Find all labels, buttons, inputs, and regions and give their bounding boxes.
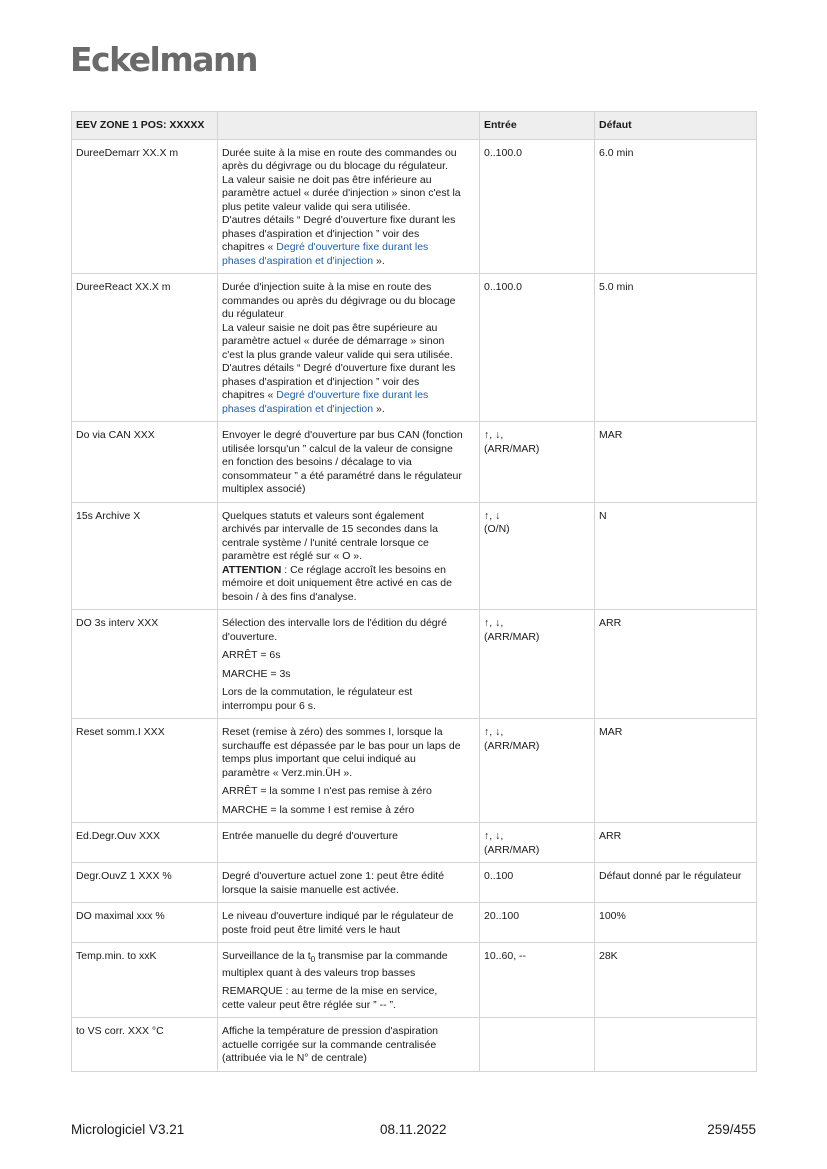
input-arrows: ↑, ↓,	[484, 726, 504, 738]
desc-line: commandes ou après du dégivrage ou du blocage	[222, 294, 456, 307]
desc-ref-suffix: ».	[373, 254, 385, 267]
desc-line: plus petite valeur valide qui sera utilisée.	[222, 200, 411, 213]
input-arrows: ↑, ↓	[484, 509, 501, 522]
option-off: ARRÊT = 6s	[222, 649, 281, 661]
input-arrows: ↑, ↓,	[484, 830, 504, 842]
header-parameter: EEV ZONE 1 POS: XXXXX	[72, 112, 218, 140]
param-input	[480, 422, 595, 503]
desc-line: archivés par intervalle de 15 secondes dans la	[222, 523, 438, 535]
input-options: (O/N)	[484, 523, 510, 535]
header-input: Entrée	[480, 112, 595, 140]
desc-line	[222, 950, 475, 967]
desc-line: Entrée manuelle du degré d'ouverture	[222, 830, 398, 842]
table-row	[72, 903, 757, 943]
attention-label: ATTENTION	[222, 563, 282, 576]
desc-line: paramètre actuel « durée d'injection » sinon c'est la	[222, 187, 461, 199]
param-input	[480, 1018, 595, 1072]
param-default	[595, 1018, 757, 1072]
param-input	[480, 719, 595, 823]
param-default: Défaut donné par le régulateur	[595, 863, 757, 903]
desc-ref-prefix: chapitres «	[222, 241, 277, 253]
desc-ref-line	[222, 403, 475, 417]
input-options: (ARR/MAR)	[484, 630, 540, 643]
desc-line: mémoire et doit uniquement être activé en cas de	[222, 577, 452, 589]
desc-line: paramètre actuel « durée de démarrage » sinon	[222, 335, 445, 347]
desc-line: Le niveau d'ouverture indiqué par le régulateur de	[222, 910, 454, 922]
desc-line: (attribuée via le N° de centrale)	[222, 1052, 367, 1065]
desc-line: consommateur ” a été paramétré dans le régulateur	[222, 469, 462, 482]
input-options: (ARR/MAR)	[484, 442, 540, 455]
desc-ref-line	[222, 389, 475, 403]
param-input: 0..100	[480, 863, 595, 903]
param-default: ARR	[595, 610, 757, 719]
input-options: (ARR/MAR)	[484, 843, 540, 856]
input-options: (ARR/MAR)	[484, 739, 540, 752]
param-name: DureeReact XX.X m	[72, 274, 218, 422]
chapter-link[interactable]: Degré d'ouverture fixe durant les	[276, 389, 429, 401]
desc-line: La valeur saisie ne doit pas être inférieure au	[222, 173, 432, 186]
desc-line: Durée d'injection suite à la mise en route des	[222, 281, 432, 293]
table-row	[72, 1018, 757, 1072]
param-description	[218, 502, 480, 610]
desc-line: centrale système / l'unité centrale lorsque ce	[222, 536, 429, 549]
param-description	[218, 719, 480, 823]
param-name: Ed.Degr.Ouv XXX	[72, 823, 218, 863]
param-description	[218, 943, 480, 1018]
desc-text: transmise par la commande	[315, 950, 448, 962]
desc-line: multiplex associé)	[222, 483, 306, 495]
param-description	[218, 1018, 480, 1072]
desc-line: d'ouverture.	[222, 630, 278, 643]
input-arrows: ↑, ↓,	[484, 429, 504, 441]
table-header-row	[72, 112, 757, 140]
desc-line: surchauffe est dépassée par le bas pour un laps de	[222, 739, 461, 752]
desc-line: utilisée lorsqu'un ” calcul de la valeur de consigne	[222, 442, 453, 455]
param-description	[218, 823, 480, 863]
header-default: Défaut	[595, 112, 757, 140]
param-name: Temp.min. to xxK	[72, 943, 218, 1018]
desc-line: Degré d'ouverture actuel zone 1: peut être édité	[222, 870, 445, 882]
param-name: DureeDemarr XX.X m	[72, 139, 218, 274]
desc-ref-prefix: chapitres «	[222, 389, 277, 401]
param-default: 6.0 min	[595, 139, 757, 274]
chapter-link[interactable]: phases d'aspiration et d'injection	[222, 254, 374, 267]
desc-line: multiplex quant à des valeurs trop basses	[222, 966, 416, 979]
option-on: MARCHE = la somme I est remise à zéro	[222, 803, 415, 816]
param-input	[480, 823, 595, 863]
desc-line: après du dégivrage ou du blocage du régulateur.	[222, 160, 448, 172]
desc-line: du régulateur	[222, 308, 284, 320]
option-off: ARRÊT = la somme I n'est pas remise à zéro	[222, 785, 432, 797]
desc-line: poste froid peut être limité vers le haut	[222, 923, 401, 936]
remark-line: REMARQUE : au terme de la mise en service,	[222, 985, 438, 998]
param-default: 5.0 min	[595, 274, 757, 422]
param-name: 15s Archive X	[72, 502, 218, 610]
desc-line: paramètre est réglé sur « O ».	[222, 550, 363, 562]
param-default: MAR	[595, 422, 757, 503]
desc-line: Affiche la température de pression d'aspiration	[222, 1025, 439, 1038]
desc-line: Sélection des intervalle lors de l'édition du dégré	[222, 617, 447, 629]
param-input	[480, 502, 595, 610]
desc-line: D'autres détails “ Degré d'ouverture fixe durant les	[222, 214, 456, 226]
desc-line: phases d'aspiration et d'injection ” voir des	[222, 227, 420, 240]
desc-note: Lors de la commutation, le régulateur est	[222, 686, 413, 698]
desc-ref-suffix: ».	[373, 402, 385, 415]
option-on: MARCHE = 3s	[222, 667, 291, 680]
desc-ref-line	[222, 241, 475, 255]
desc-line: lorsque la saisie manuelle est activée.	[222, 883, 399, 896]
footer-date: 08.11.2022	[380, 1122, 447, 1137]
input-arrows: ↑, ↓,	[484, 617, 504, 629]
header-description	[218, 112, 480, 140]
desc-line: phases d'aspiration et d'injection ” voir des	[222, 375, 420, 388]
desc-line: D'autres détails “ Degré d'ouverture fixe durant les	[222, 362, 456, 374]
desc-line: Envoyer le degré d'ouverture par bus CAN (fonction	[222, 429, 463, 441]
param-default: 28K	[595, 943, 757, 1018]
param-description	[218, 903, 480, 943]
parameter-table	[71, 111, 757, 1072]
table-row	[72, 863, 757, 903]
param-input: 10..60, --	[480, 943, 595, 1018]
footer-firmware-version: Micrologiciel V3.21	[71, 1122, 185, 1137]
desc-line: temps plus important que celui indiqué au	[222, 753, 416, 765]
desc-line: Quelques statuts et valeurs sont également	[222, 509, 424, 522]
table-row	[72, 139, 757, 274]
desc-line: Durée suite à la mise en route des commandes ou	[222, 146, 457, 159]
remark-line: cette valeur peut être réglée sur ” -- ”.	[222, 998, 396, 1011]
param-name: Degr.OuvZ 1 XXX %	[72, 863, 218, 903]
attention-text: : Ce réglage accroît les besoins en	[281, 563, 446, 576]
param-input: 0..100.0	[480, 139, 595, 274]
desc-line: en fonction des besoins / décalage to via	[222, 456, 412, 468]
desc-ref-line	[222, 255, 475, 269]
desc-line: besoin / à des fins d'analyse.	[222, 590, 357, 603]
param-description	[218, 422, 480, 503]
param-default: 100%	[595, 903, 757, 943]
param-description	[218, 139, 480, 274]
desc-line: actuelle corrigée sur la commande centralisée	[222, 1038, 437, 1051]
eckelmann-logo: Eckelmann	[70, 40, 257, 79]
table-row	[72, 719, 757, 823]
param-default: MAR	[595, 719, 757, 823]
param-name: Do via CAN XXX	[72, 422, 218, 503]
chapter-link[interactable]: Degré d'ouverture fixe durant les	[276, 241, 429, 253]
param-description	[218, 274, 480, 422]
param-input: 20..100	[480, 903, 595, 943]
param-input: 0..100.0	[480, 274, 595, 422]
param-name: Reset somm.I XXX	[72, 719, 218, 823]
param-name: DO 3s interv XXX	[72, 610, 218, 719]
table-row	[72, 610, 757, 719]
desc-note: interrompu pour 6 s.	[222, 699, 316, 712]
desc-line: paramètre « Verz.min.ÜH ».	[222, 766, 353, 779]
param-description	[218, 610, 480, 719]
table-row	[72, 274, 757, 422]
table-row	[72, 823, 757, 863]
attention-line	[222, 564, 475, 578]
table-row	[72, 422, 757, 503]
param-name: to VS corr. XXX °C	[72, 1018, 218, 1072]
desc-line: La valeur saisie ne doit pas être supérieure au	[222, 321, 438, 334]
param-default: ARR	[595, 823, 757, 863]
param-description	[218, 863, 480, 903]
param-default: N	[595, 502, 757, 610]
desc-line: c'est la plus grande valeur valide qui sera utilisée.	[222, 348, 453, 361]
footer-page-number: 259/455	[707, 1122, 756, 1137]
param-name: DO maximal xxx %	[72, 903, 218, 943]
param-input	[480, 610, 595, 719]
chapter-link[interactable]: phases d'aspiration et d'injection	[222, 402, 374, 415]
desc-subscript: 0	[310, 955, 316, 965]
desc-text: Surveillance de la t	[222, 950, 311, 962]
desc-line: Reset (remise à zéro) des sommes I, lorsque la	[222, 726, 443, 738]
table-row	[72, 943, 757, 1018]
table-row	[72, 502, 757, 610]
